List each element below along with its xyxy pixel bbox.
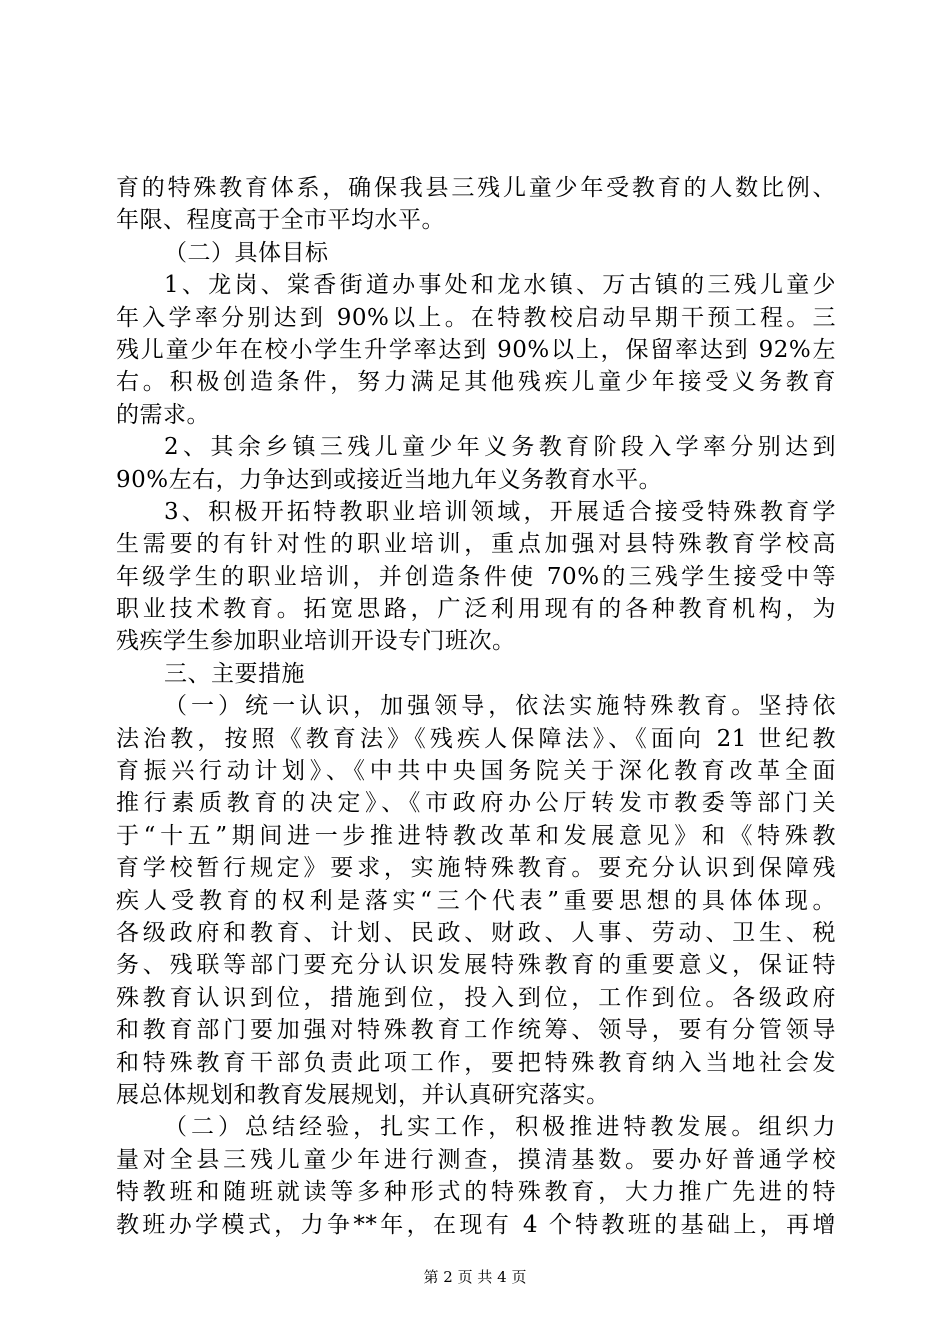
text-line: 殊教育认识到位，措施到位，投入到位，工作到位。各级政府	[116, 984, 836, 1011]
document-body	[116, 172, 836, 1241]
text-line: 残儿童少年在校小学生升学率达到 90%以上，保留率达到 92%左	[116, 336, 836, 363]
text-line: 和特殊教育干部负责此项工作，要把特殊教育纳入当地社会发	[116, 1049, 836, 1076]
text-line: 育振兴行动计划》、《中共中央国务院关于深化教育改革全面	[116, 758, 836, 785]
text-line: 务、残联等部门要充分认识发展特殊教育的重要意义，保证特	[116, 952, 836, 979]
text-line: 疾人受教育的权利是落实“三个代表”重要思想的具体体现。	[116, 887, 836, 914]
text-line: （二）具体目标	[164, 239, 329, 266]
text-line: 法治教，按照《教育法》《残疾人保障法》、《面向 21 世纪教	[116, 725, 836, 752]
text-line: 于“十五”期间进一步推进特教改革和发展意见》和《特殊教	[116, 822, 836, 849]
text-line: 年入学率分别达到 90%以上。在特教校启动早期干预工程。三	[116, 304, 836, 331]
text-line: 右。积极创造条件，努力满足其他残疾儿童少年接受义务教育	[116, 369, 836, 396]
text-line: 量对全县三残儿童少年进行测查，摸清基数。要办好普通学校	[116, 1146, 836, 1173]
text-line: 推行素质教育的决定》、《市政府办公厅转发市教委等部门关	[116, 790, 836, 817]
text-line: 生需要的有针对性的职业培训，重点加强对县特殊教育学校高	[116, 531, 836, 558]
text-line: 2、其余乡镇三残儿童少年义务教育阶段入学率分别达到	[164, 434, 836, 461]
text-line: 90%左右，力争达到或接近当地九年义务教育水平。	[116, 466, 663, 493]
text-line: （一）统一认识，加强领导，依法实施特殊教育。坚持依	[164, 693, 836, 720]
page-footer: 第 2 页 共 4 页	[423, 1268, 527, 1286]
text-line: 残疾学生参加职业培训开设专门班次。	[116, 628, 516, 655]
text-line: 各级政府和教育、计划、民政、财政、人事、劳动、卫生、税	[116, 919, 836, 946]
text-line: 育学校暂行规定》要求，实施特殊教育。要充分认识到保障残	[116, 855, 836, 882]
text-line: 3、积极开拓特教职业培训领域，开展适合接受特殊教育学	[164, 498, 836, 525]
text-line: 的需求。	[116, 401, 210, 428]
text-line: 年限、程度高于全市平均水平。	[116, 207, 445, 234]
text-line: 和教育部门要加强对特殊教育工作统筹、领导，要有分管领导	[116, 1017, 836, 1044]
text-line: （二）总结经验，扎实工作，积极推进特教发展。组织力	[164, 1114, 836, 1141]
text-line: 年级学生的职业培训，并创造条件使 70%的三残学生接受中等	[116, 563, 836, 590]
text-line: 职业技术教育。拓宽思路，广泛利用现有的各种教育机构，为	[116, 596, 836, 623]
text-line: 育的特殊教育体系，确保我县三残儿童少年受教育的人数比例、	[116, 175, 836, 201]
text-line: 展总体规划和教育发展规划，并认真研究落实。	[116, 1081, 610, 1108]
text-line: 教班办学模式，力争**年，在现有 4 个特教班的基础上，再增	[116, 1211, 836, 1238]
text-line: 1、龙岗、棠香街道办事处和龙水镇、万古镇的三残儿童少	[164, 272, 836, 299]
text-line: 三、主要措施	[164, 660, 305, 687]
text-line: 特教班和随班就读等多种形式的特殊教育，大力推广先进的特	[116, 1179, 836, 1206]
